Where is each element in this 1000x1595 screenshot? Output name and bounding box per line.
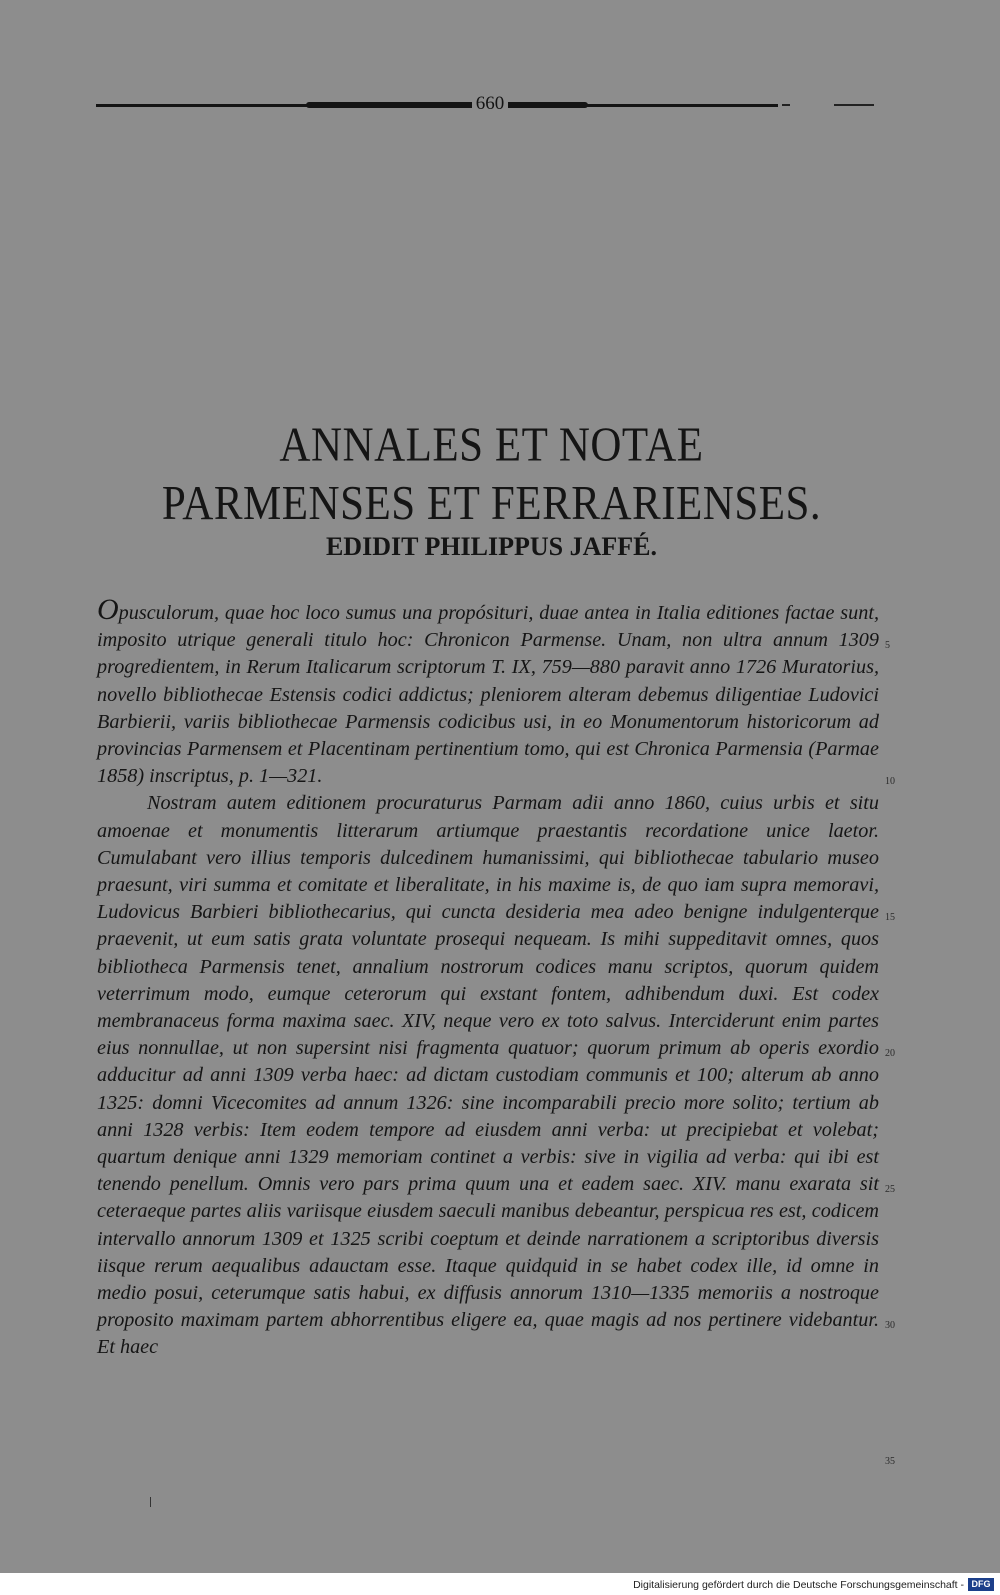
- line-number: 15: [885, 912, 895, 923]
- page-title: [0, 417, 983, 533]
- line-number: 20: [885, 1048, 895, 1059]
- initial-letter: O: [97, 593, 119, 626]
- paragraph-1-text: pusculorum, quae hoc loco sumus una propósituri, duae antea in Italia editiones factae sunt, imposito utrique generali titulo hoc: Chronicon Parmense. Unam, non ultra annum 1309 progredientem, in Rerum Italicarum scriptorum T. IX, 759—880 paravit anno 1726 Muratorius, novello bibliothecae Estensis codici addictus; pleniorem alteram debemus diligentiae Ludovici Barbierii, variis bibliothecae Parmensis codicibus usi, in eo Monumentorum historicorum ad provincias Parmensem et Placentinam pertinentium tomo, qui est Chronica Parmensia (Parmae 1858) inscriptus, p. 1—321.: [97, 602, 879, 788]
- header-rule-left-swell: [306, 102, 472, 108]
- dfg-logo[interactable]: DFG: [968, 1578, 994, 1591]
- title-line-2: PARMENSES ET FERRARIENSES.: [161, 477, 822, 530]
- paragraph-1: [97, 593, 879, 790]
- body-text: [97, 593, 879, 1362]
- paragraph-2: Nostram autem editionem procuraturus Parmam adii anno 1860, cuius urbis et situ amoenae et monumentis litterarum artiumque praestantis recordatione unice laetor. Cumulabant vero illius temporis dulcedinem humanissimi, qui bibliothecae tabulario museo praesunt, viri summa et comitate et liberalitate, in his maxime is, de quo iam supra memoravi, Ludovicus Barbieri bibliothecarius, qui cuncta desideria mea adeo benigne indulgenterque praevenit, ut eum satis grata voluntate prosequi nequeam. Is mihi suppeditavit omnes, quos bibliotheca Parmensis tenet, annalium nostrorum codices manu scriptos, quorum quidem veterrimum modo, eumque ceterorum qui exstant fontem, adhibendum duxi. Est codex membranaceus forma maxima saec. XIV, neque vero ex toto salvus. Interciderunt enim partes eius nonnullae, ut non supersint nisi fragmenta quatuor; quorum primum ab operis exordio adducitur ad anni 1309 verba haec: ad dictam custodiam communis et 100; alterum ab anno 1325: domni Vicecomites ad annum 1326: sine incomparabili precio more solito; tertium ab anni 1328 verbis: Item eodem tempore ad eiusdem anni verba: ut precipiebat et volebat; quartum denique anni 1329 memoriam continet a verbis: sive in vigilia ad verba: qui ibi est tenendo penellum. Omnis vero pars prima quum una et eadem saec. XIV. manu exarata sit ceteraeque partes aliis variisque eiusdem saeculi manibus debeantur, perspicua res est, codicem intervallo annorum 1309 et 1325 scribi coeptum et deinde narrationem a scriptoribus diversis iisque rerum aequalibus adauctam esse. Itaque quidquid in se habet codex ille, id omne in medio posui, ceterumque satis habui, ex diffusis annorum 1310—1335 memoriis a nostroque proposito maximam partem abhorrentibus eligere ea, quae magis ad nos pertinere videbantur. Et haec: [97, 792, 879, 1359]
- digitization-credit: Digitalisierung gefördert durch die Deutsche Forschungsgemeinschaft -: [633, 1579, 964, 1591]
- page-mark: [150, 1497, 151, 1507]
- page-number: 660: [475, 93, 505, 114]
- line-number: 10: [885, 776, 895, 787]
- line-number: 5: [885, 640, 890, 651]
- line-number: 25: [885, 1184, 895, 1195]
- editor-line: EDIDIT PHILIPPUS JAFFÉ.: [325, 532, 658, 561]
- header-rule-tail: [834, 104, 874, 106]
- line-number: 35: [885, 1456, 895, 1467]
- page-header: [96, 92, 880, 116]
- header-rule-right-swell: [508, 102, 588, 108]
- line-number: 30: [885, 1320, 895, 1331]
- title-line-1: ANNALES ET NOTAE: [279, 419, 704, 472]
- credit-bar: [0, 1573, 1000, 1595]
- header-rule-tail: [782, 104, 790, 106]
